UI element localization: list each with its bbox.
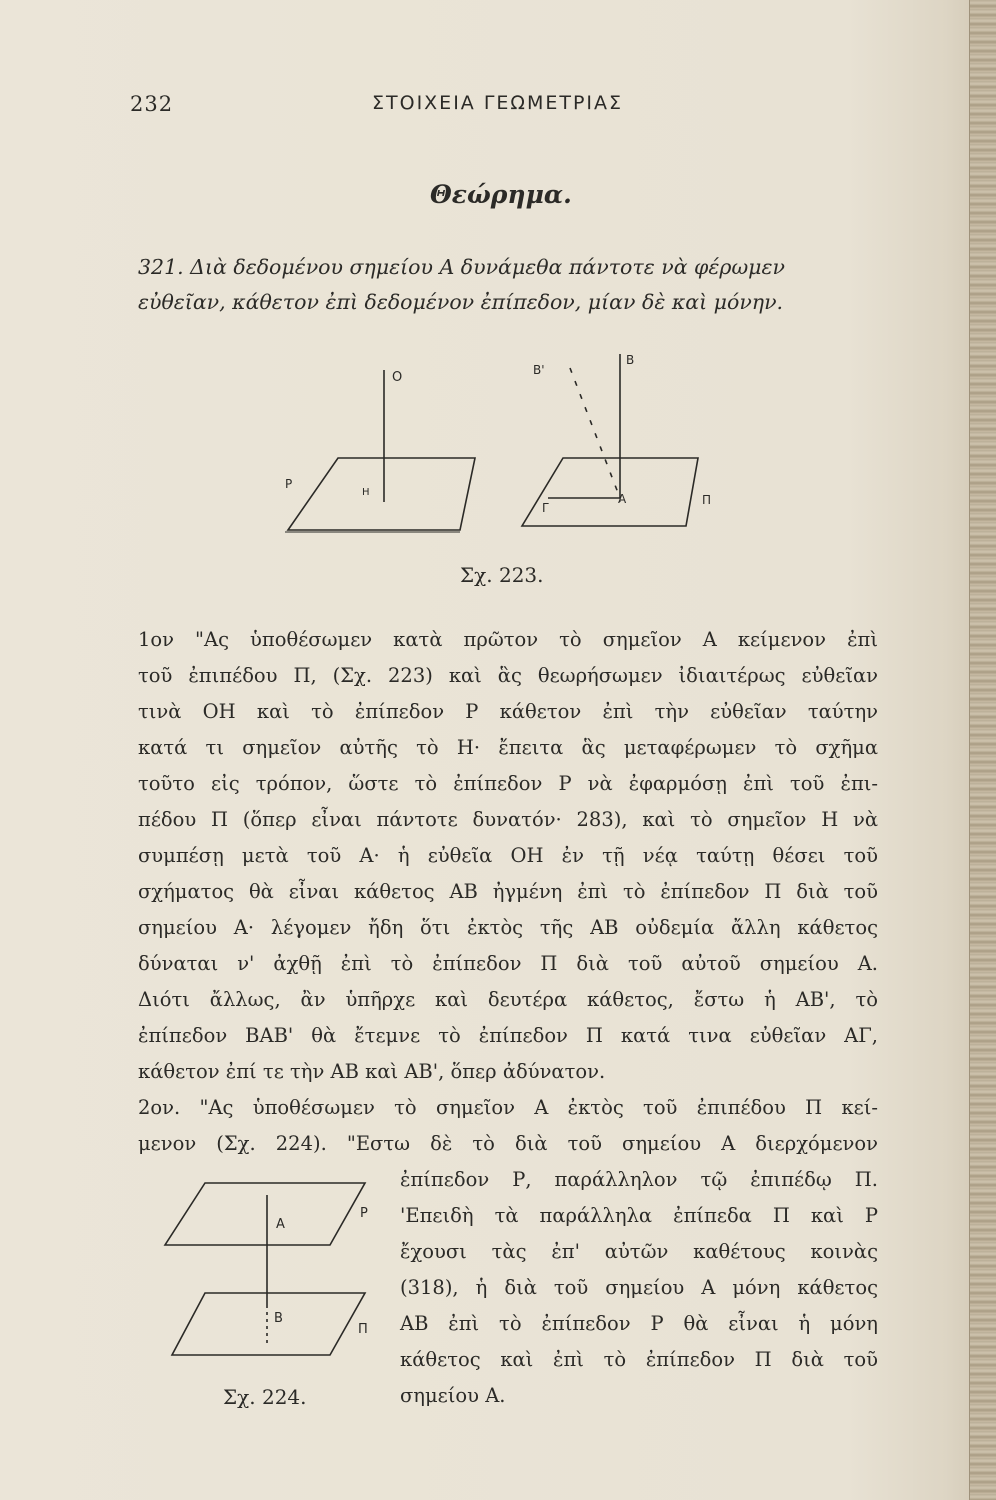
figure-224-caption: Σχ. 224. <box>223 1385 307 1409</box>
label-o: O <box>392 370 403 385</box>
paragraph-line: δύναται ν' ἀχθῇ ἐπὶ τὸ ἐπίπεδον Π διὰ τοῦ αὐτοῦ σημείου Α. <box>138 952 878 975</box>
label-h: H <box>362 487 370 498</box>
paragraph-line: μενον (Σχ. 224). "Εστω δὲ τὸ διὰ τοῦ σημείου Α διερχόμενον <box>138 1132 878 1155</box>
label-p-left: P <box>285 477 293 491</box>
paragraph-line: κατά τι σημεῖον αὐτῆς τὸ Η· ἔπειτα ἃς μεταφέρωμεν τὸ σχῆμα <box>138 736 878 759</box>
label-p: P <box>360 1206 368 1221</box>
paragraph-line: σημείου Α· λέγομεν ἤδη ὅτι ἐκτὸς τῆς ΑΒ οὐδεμία ἄλλη κάθετος <box>138 916 878 939</box>
page-number: 232 <box>130 92 174 116</box>
theorem-statement-line: 321. Διὰ δεδομένου σημείου Α δυνάμεθα πάντοτε νὰ φέρωμεν <box>138 255 785 279</box>
figure-223-caption: Σχ. 223. <box>460 563 544 587</box>
paragraph-line: πέδου Π (ὅπερ εἶναι πάντοτε δυνατόν· 283), καὶ τὸ σημεῖον Η νὰ <box>138 808 878 831</box>
paragraph-line: σχήματος θὰ εἶναι κάθετος ΑΒ ἠγμένη ἐπὶ τὸ ἐπίπεδον Π διὰ τοῦ <box>138 880 878 903</box>
paragraph-line: (318), ἡ διὰ τοῦ σημείου Α μόνη κάθετος <box>400 1276 878 1299</box>
theorem-statement-line: εὐθεῖαν, κάθετον ἐπὶ δεδομένον ἐπίπεδον, μίαν δὲ καὶ μόνην. <box>138 290 784 314</box>
paragraph-line: τοῦ ἐπιπέδου Π, (Σχ. 223) καὶ ἃς θεωρήσωμεν ἰδιαιτέρως εὐθεῖαν <box>138 664 878 687</box>
paragraph-line: τοῦτο εἰς τρόπον, ὥστε τὸ ἐπίπεδον Ρ νὰ ἐφαρμόσῃ ἐπὶ τοῦ ἐπι- <box>138 772 878 795</box>
paragraph-line: ἐπίπεδον Ρ, παράλληλον τῷ ἐπιπέδῳ Π. <box>400 1168 878 1191</box>
paragraph-line: 2ον. "Ας ὑποθέσωμεν τὸ σημεῖον Α ἐκτὸς τοῦ ἐπιπέδου Π κεί- <box>138 1096 878 1119</box>
label-b: B <box>274 1311 283 1326</box>
label-pi: Π <box>358 1322 368 1337</box>
label-b-prime: B' <box>533 363 545 377</box>
paragraph-line: ἔχουσι τὰς ἐπ' αὐτῶν καθέτους κοινὰς <box>400 1240 878 1263</box>
figure-223-diagram <box>270 340 740 550</box>
label-a: A <box>618 492 627 506</box>
paragraph-line: 'Επειδὴ τὰ παράλληλα ἐπίπεδα Π καὶ Ρ <box>400 1204 878 1227</box>
figure-224-diagram <box>160 1165 390 1365</box>
paragraph-line: τινὰ ΟΗ καὶ τὸ ἐπίπεδον Ρ κάθετον ἐπὶ τὴν εὐθεῖαν ταύτην <box>138 700 878 723</box>
paragraph-line: 1ον "Ας ὑποθέσωμεν κατὰ πρῶτον τὸ σημεῖον Α κείμενον ἐπὶ <box>138 628 878 651</box>
label-b: B <box>626 353 635 367</box>
label-g: Γ <box>542 501 549 515</box>
paragraph-line: Διότι ἄλλως, ἂν ὑπῆρχε καὶ δευτέρα κάθετος, ἔστω ἡ ΑΒ', τὸ <box>138 988 878 1011</box>
theorem-heading: Θεώρημα. <box>430 180 572 209</box>
paragraph-line: σημείου Α. <box>400 1384 506 1407</box>
paragraph-line: ΑΒ ἐπὶ τὸ ἐπίπεδον Ρ θὰ εἶναι ἡ μόνη <box>400 1312 878 1335</box>
paragraph-line: συμπέσῃ μετὰ τοῦ Α· ἡ εὐθεῖα ΟΗ ἐν τῇ νέᾳ ταύτῃ θέσει τοῦ <box>138 844 878 867</box>
label-a: A <box>276 1217 285 1232</box>
running-title: ΣΤΟΙΧΕΙΑ ΓΕΩΜΕΤΡΙΑΣ <box>372 92 624 114</box>
paragraph-line: ἐπίπεδον ΒΑΒ' θὰ ἔτεμνε τὸ ἐπίπεδον Π κατά τινα εὐθεῖαν ΑΓ, <box>138 1024 878 1047</box>
paragraph-line: κάθετον ἐπί τε τὴν ΑΒ καὶ ΑΒ', ὅπερ ἀδύνατον. <box>138 1060 606 1083</box>
label-pi: Π <box>702 493 712 507</box>
paragraph-line: κάθετος καὶ ἐπὶ τὸ ἐπίπεδον Π διὰ τοῦ <box>400 1348 878 1371</box>
page-binding-edge <box>969 0 996 1500</box>
